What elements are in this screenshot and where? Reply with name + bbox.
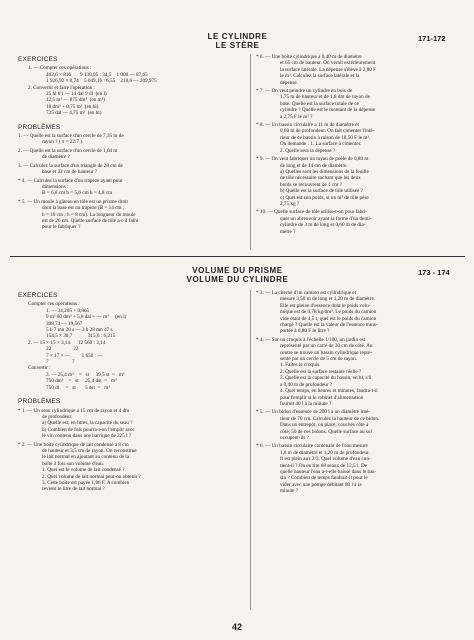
problem-line: * 3. — La citerne d'un camion est cylindrique et xyxy=(256,290,357,296)
problem-line: cylindre de 3 m de long et 0,60 m de dia- xyxy=(280,222,366,229)
exercise-line: 402,6 × 816 9 130,05 : 34,5 1 000 — 87,65 xyxy=(46,71,148,78)
problem-item xyxy=(18,408,244,440)
exercise-line: 1 926,92 × 0,74 5 049,16 : 6,55 210,6 — 209,975 xyxy=(46,78,157,85)
problem-line: fournit 40 l à la minute ? xyxy=(280,400,332,407)
problem-line: b = 10 cm ; h = 8 cm). La longueur du moule xyxy=(42,211,136,218)
exercise-line: 25 hl 8 l — 14 dal 9 dl (en l) xyxy=(46,91,107,98)
problem-line: 3. Cette boîte est payée 1,86 F. A combien xyxy=(42,479,130,486)
problem-line: centre se trouve un bassin cylindrique repré- xyxy=(280,349,373,356)
problem-line: b) Combien de fois pourra-t-on l'emplir avec xyxy=(42,426,135,433)
problem-line: rieur de 70 cm. Calculez la hauteur de ce bidon. xyxy=(280,415,380,422)
section-separator xyxy=(10,256,465,257)
problem-line: occupent-ils ? xyxy=(280,434,309,441)
problem-line: cylindre ? Quelle est le montant de la dépense xyxy=(280,107,376,114)
problem-line: base et 22 cm de hauteur ? xyxy=(42,169,98,176)
problem-line: 1. Quel est le volume de lait condensé ? xyxy=(42,467,125,474)
problem-line: * 6. — Une boîte cylindrique a 0,40 m de diamètre xyxy=(256,54,362,60)
bottom-exercices-heading: EXERCICES xyxy=(18,292,58,299)
problem-line: bords se recouvrent de 1 cm ? xyxy=(280,181,342,188)
exercise-line: 308,74 — 19,567 xyxy=(46,320,83,327)
bottom-title-prisme: VOLUME DU PRISME xyxy=(192,266,283,275)
bottom-left-column xyxy=(18,290,244,495)
problem-line: 1,8 m de diamètre et 1,20 m de profondeur. xyxy=(280,449,370,456)
problem-line: boîte 3 fois son volume d'eau. xyxy=(42,460,105,467)
problem-item xyxy=(256,209,466,235)
problem-line: de profondeur. xyxy=(42,413,73,420)
problem-line: On demande : 1. La surface à cimenter. xyxy=(280,141,362,148)
problem-item xyxy=(256,88,466,120)
problem-line: b) Quelle est la surface de tôle utilisée ? xyxy=(280,188,363,195)
problem-line: * 5. — Un bidon d'essence de 200 l a un diamètre inté- xyxy=(256,409,371,416)
problem-item xyxy=(256,156,466,207)
top-exercise-2 xyxy=(18,85,244,117)
problem-line: de hauteur et 3,5 cm de rayon. On reconstitue xyxy=(42,447,137,454)
problem-item xyxy=(256,54,466,86)
problem-line: 0,60 m de profondeur. On fait cimenter l'inté- xyxy=(280,128,375,135)
page-footer-number: 42 xyxy=(231,622,242,632)
problem-line: Il est plein aux 2/3. Quel volume d'eau con- xyxy=(280,456,371,463)
problem-line: tient-il ? On en tire 68 seaux de 12,5 l. De xyxy=(280,462,368,469)
exercise-line: 2. Convertir et faire l'opération : xyxy=(28,84,95,91)
problem-line: 1. — Quelle est la surface d'un cercle de 7,35 m de xyxy=(18,133,124,140)
problem-line: 4. Quel temps, en heures et minutes, faudra-t-il xyxy=(280,388,378,395)
problem-item xyxy=(18,199,244,231)
bottom-right-problems xyxy=(256,290,466,495)
bottom-right-column xyxy=(256,290,466,497)
problem-line: dépense. xyxy=(280,79,299,86)
bottom-page-number: 173 - 174 xyxy=(418,268,450,277)
bottom-column-divider xyxy=(250,290,251,610)
problem-line: mètre ? xyxy=(280,228,296,235)
problem-line: Dans un entrepôt, on place, couchés côte à xyxy=(280,422,369,429)
problem-item xyxy=(18,163,244,176)
problem-item xyxy=(256,443,466,494)
problem-line: 2. Quel volume de lait normal peut-on obtenir ? xyxy=(42,473,141,480)
problem-line: 2. Quelle sera la dépense ? xyxy=(280,147,336,154)
exercise-line: 18 dm³ + 0,75 m³ (en hl) xyxy=(46,103,99,110)
problem-line: a 0,40 m de profondeur ? xyxy=(280,381,333,388)
problem-line: 3. Quelle est la capacité du bassin, en hl, s'il xyxy=(280,375,372,382)
problem-line: * 4. — Calculez la surface d'un trapèze ayant pour xyxy=(18,177,123,184)
problem-line: 2,75 kg ? xyxy=(280,200,300,207)
exercise-line: 7 × 17 × — 1 650 : — xyxy=(46,352,103,359)
problem-item xyxy=(256,122,466,154)
exercise-line: Convertir : xyxy=(28,365,51,372)
problem-line: B = 6,8 cm b = 5,6 cm h = 4,8 cm xyxy=(42,190,113,197)
problem-line: 3. — Calculez la surface d'un triangle de 28 cm de xyxy=(18,162,123,169)
problem-line: chargé ? Quelle est la valeur de l'essence trans- xyxy=(280,322,378,329)
problem-item xyxy=(18,178,244,197)
top-left-problems xyxy=(18,133,244,231)
problem-line: 1,75 m de hauteur et de 1,8 dm de rayon de xyxy=(280,94,370,101)
problem-line: de long et de 14 cm de diamètre. xyxy=(280,162,348,169)
problem-line: 2. Quelle est la surface restante réelle ? xyxy=(280,368,362,375)
bottom-title-cylindre: VOLUME DU CYLINDRE xyxy=(186,275,289,284)
exercise-line: 7 7 xyxy=(46,359,75,366)
top-title-cylindre: LE CYLINDRE xyxy=(207,32,268,41)
top-section-title xyxy=(150,32,325,50)
exercise-line: 22 22 xyxy=(46,346,79,353)
bottom-left-problems xyxy=(18,408,244,493)
problem-line: a) Quelles sont les dimensions de la feuille xyxy=(280,168,369,175)
exercise-line: 9 m³ 60 dm³ + 5,8 dal + — m³ (en l) xyxy=(46,314,127,321)
problem-line: dimensions : xyxy=(42,183,69,190)
problem-item xyxy=(18,442,244,493)
exercise-line: 750 dl = st 5 dst = m³ xyxy=(46,384,110,391)
top-exercices-heading: EXERCICES xyxy=(18,56,58,63)
exercise-line: 154,5 × 30,7 315,6 : 6,215 xyxy=(46,333,116,340)
problem-line: * 5. — Un moule à gâteau en tôle est un prisme droit xyxy=(18,198,128,205)
problem-line: pour l'emplir si le robinet d'alimentation xyxy=(280,394,364,401)
problem-line: a) Quelle est, en litres, la capacité du seau ? xyxy=(42,420,133,427)
problem-line: et 65 cm de hauteur. On vernit extérieurement xyxy=(280,60,376,67)
problem-item xyxy=(256,409,466,441)
problem-line: le m². Calculez la surface latérale et la xyxy=(280,73,360,80)
problem-item xyxy=(256,337,466,407)
problem-line: vider avec une pompe débitant 80 l à la xyxy=(280,481,362,488)
top-right-problems xyxy=(256,54,466,235)
problem-line: portée à 0,80 F le litre ? xyxy=(280,328,330,335)
top-exercise-1 xyxy=(18,65,244,84)
problem-line: 1. Faites le croquis. xyxy=(280,362,321,369)
problem-line: représenté par un carré de 30 cm de côté. Au xyxy=(280,343,373,350)
exercise-line: 1. — Compter ces opérations : xyxy=(28,65,92,72)
problem-line: * 2. — Une boîte cylindrique de lait condensé a 8 cm xyxy=(18,441,129,448)
problem-line: * 8. — Un bassin circulaire a 11 m de diamètre et xyxy=(256,122,359,129)
exercise-line: 725 dal — 4,75 m³ (en hl) xyxy=(46,110,102,117)
top-problemes-heading: PROBLÈMES xyxy=(18,123,61,131)
problem-line: à 2,75 F le m² ? xyxy=(280,113,313,120)
exercise-line: 1. — 34,205 + 0,865 xyxy=(46,307,90,314)
problem-line: * 9. — On veut fabriquer un tuyau de poêle de 0,80 m xyxy=(256,156,369,163)
problem-line: le vin contenu dans une barrique de 225 l ? xyxy=(42,433,132,440)
problem-line: c) Quel est son poids, si un m² de tôle pèse xyxy=(280,194,369,201)
exercise-line: 3. — 25,4 m³ = st 39,5 st = m³ xyxy=(46,371,125,378)
exercise-line: 750 dm³ = st 25,4 dst = m³ xyxy=(46,378,117,385)
problem-line: Elle est pleine d'essence dont le poids volu- xyxy=(280,302,371,309)
problem-line: revient le litre de lait normal ? xyxy=(42,486,105,493)
problem-line: senté par un cercle de 5 cm de rayon. xyxy=(280,356,358,363)
problem-line: pour le fabriquer ? xyxy=(42,224,81,231)
exercise-line: 2. — 15 × 15 × 3,14 12 560 : 3,14 xyxy=(28,339,106,346)
problem-line: dont la base est un trapèze (B = 14 cm ; xyxy=(42,205,125,212)
problem-line: rieur de ce bassin à raison de 18,50 F le m². xyxy=(280,134,371,141)
exercise-line: 12,5 m³ — 875 dm³ (en m³) xyxy=(46,97,105,104)
problem-line: * 4. — Sur un croquis à l'échelle 1/100, un jardin est xyxy=(256,336,366,343)
problem-line: la surface latérale. La dépense s'élève à 2,80 F xyxy=(280,66,376,73)
problem-line: * 6. — Un bassin circulaire contenant de l'eau mesure xyxy=(256,443,368,450)
problem-line: est de 26 cm. Quelle surface de tôle a-t-il fallu xyxy=(42,217,139,224)
problem-line: * 1. — Un seau cylindrique a 15 cm de rayon et 4 dm xyxy=(18,407,130,414)
problem-line: quer un abreuvoir ayant la forme d'un demi- xyxy=(280,215,372,222)
bottom-exercise-1 xyxy=(18,301,244,339)
exercise-line: Compter ces opérations : xyxy=(28,301,80,308)
bottom-problemes-heading: PROBLÈMES xyxy=(18,398,61,406)
problem-line: base. Quelle est la surface totale de ce xyxy=(280,100,359,107)
problem-line: sin ? Combien de temps faudrait-il pour le xyxy=(280,475,368,482)
problem-line: côte, 50 de ces bidons. Quelle surface au sol xyxy=(280,428,372,435)
problem-line: de tôle nécessaire sachant que les deux xyxy=(280,175,361,182)
top-left-column xyxy=(18,54,244,233)
problem-line: quelle hauteur l'eau a-t-elle baissé dans le bas- xyxy=(280,468,377,475)
problem-line: 2. — Quelle est la surface d'un cercle de 1,64 m xyxy=(18,147,118,154)
problem-line: mesure 3,50 m de long et 1,20 m de diamètre. xyxy=(280,296,376,303)
problem-item xyxy=(256,290,466,335)
problem-line: rayon ? ( π = 22/7 ). xyxy=(42,139,84,146)
problem-line: mique est de 0,78 kg/dm³. Le poids du camion xyxy=(280,309,377,316)
problem-line: minute ? xyxy=(280,488,299,495)
top-column-divider xyxy=(250,54,251,250)
problem-item xyxy=(18,133,244,146)
problem-line: le lait normal en ajoutant au contenu de la xyxy=(42,454,130,461)
problem-line: * 10. — Quelle surface de tôle utilise-t-on pour fabri- xyxy=(256,209,368,216)
top-right-column xyxy=(256,54,466,237)
bottom-section-title xyxy=(150,266,325,284)
problem-line: de diamètre ? xyxy=(42,154,70,161)
bottom-exercise-2 xyxy=(18,340,244,366)
problem-line: * 7. — On veut peindre un cylindre en bois de xyxy=(256,88,353,95)
exercise-line: 5 h 7 mn 20 s — 3 h 28 mn 47 s xyxy=(46,327,113,334)
problem-item xyxy=(18,148,244,161)
top-page-number: 171-172 xyxy=(418,34,446,43)
bottom-exercise-3 xyxy=(18,365,244,391)
problem-line: vide étant de 4,5 t, quel est le poids du camion xyxy=(280,315,377,322)
top-title-stere: LE STÈRE xyxy=(215,41,260,50)
